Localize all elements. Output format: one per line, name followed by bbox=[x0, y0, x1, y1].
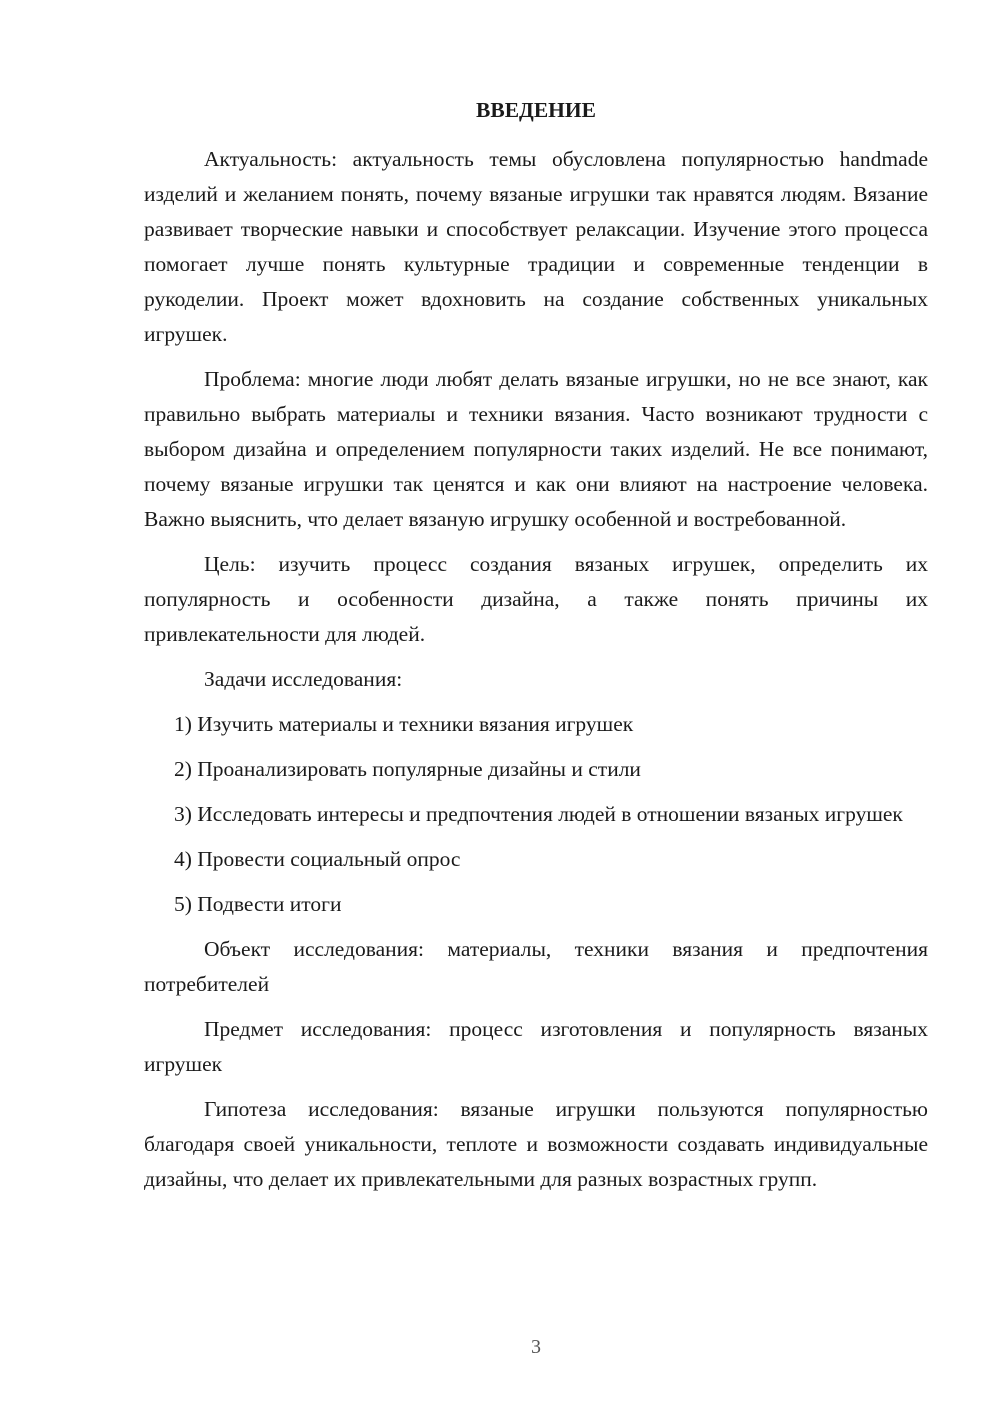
paragraph-relevance: Актуальность: актуальность темы обусловлена популярностью handmade изделий и желанием понять, почему вязаные игрушки так нравятся людям. Вязание развивает творческие навыки и способствует релаксации. Изучение этого процесса помогает лучше понять культурные традиции и современные тенденции в рукоделии. Проект может вдохновить на создание собственных уникальных игрушек. bbox=[144, 147, 928, 346]
task-item: 4) Провести социальный опрос bbox=[174, 847, 461, 871]
paragraph-goal: Цель: изучить процесс создания вязаных игрушек, определить их популярность и особенности дизайна, а также понять причины их привлекательности для людей. bbox=[144, 552, 928, 646]
task-item: 3) Исследовать интересы и предпочтения людей в отношении вязаных игрушек bbox=[174, 802, 903, 826]
task-item: 2) Проанализировать популярные дизайны и стили bbox=[174, 757, 641, 781]
paragraph-problem: Проблема: многие люди любят делать вязаные игрушки, но не все знают, как правильно выбрать материалы и техники вязания. Часто возникают трудности с выбором дизайна и определением популярности таких изделий. Не все понимают, почему вязаные игрушки так ценятся и как они влияют на настроение человека. Важно выяснить, что делает вязаную игрушку особенной и востребованной. bbox=[144, 367, 928, 531]
task-item: 1) Изучить материалы и техники вязания игрушек bbox=[174, 712, 634, 736]
paragraph-object: Объект исследования: материалы, техники вязания и предпочтения потребителей bbox=[144, 937, 928, 996]
paragraph-tasks-heading: Задачи исследования: bbox=[204, 667, 403, 691]
paragraph-hypothesis: Гипотеза исследования: вязаные игрушки пользуются популярностью благодаря своей уникальности, теплоте и возможности создавать индивидуальные дизайны, что делает их привлекательными для разных возрастных групп. bbox=[144, 1097, 928, 1191]
task-item: 5) Подвести итоги bbox=[174, 892, 342, 916]
paragraph-subject: Предмет исследования: процесс изготовления и популярность вязаных игрушек bbox=[144, 1017, 928, 1076]
page-title: ВВЕДЕНИЕ bbox=[476, 98, 596, 122]
document-body bbox=[144, 96, 928, 1207]
page-number: 3 bbox=[531, 1336, 541, 1358]
